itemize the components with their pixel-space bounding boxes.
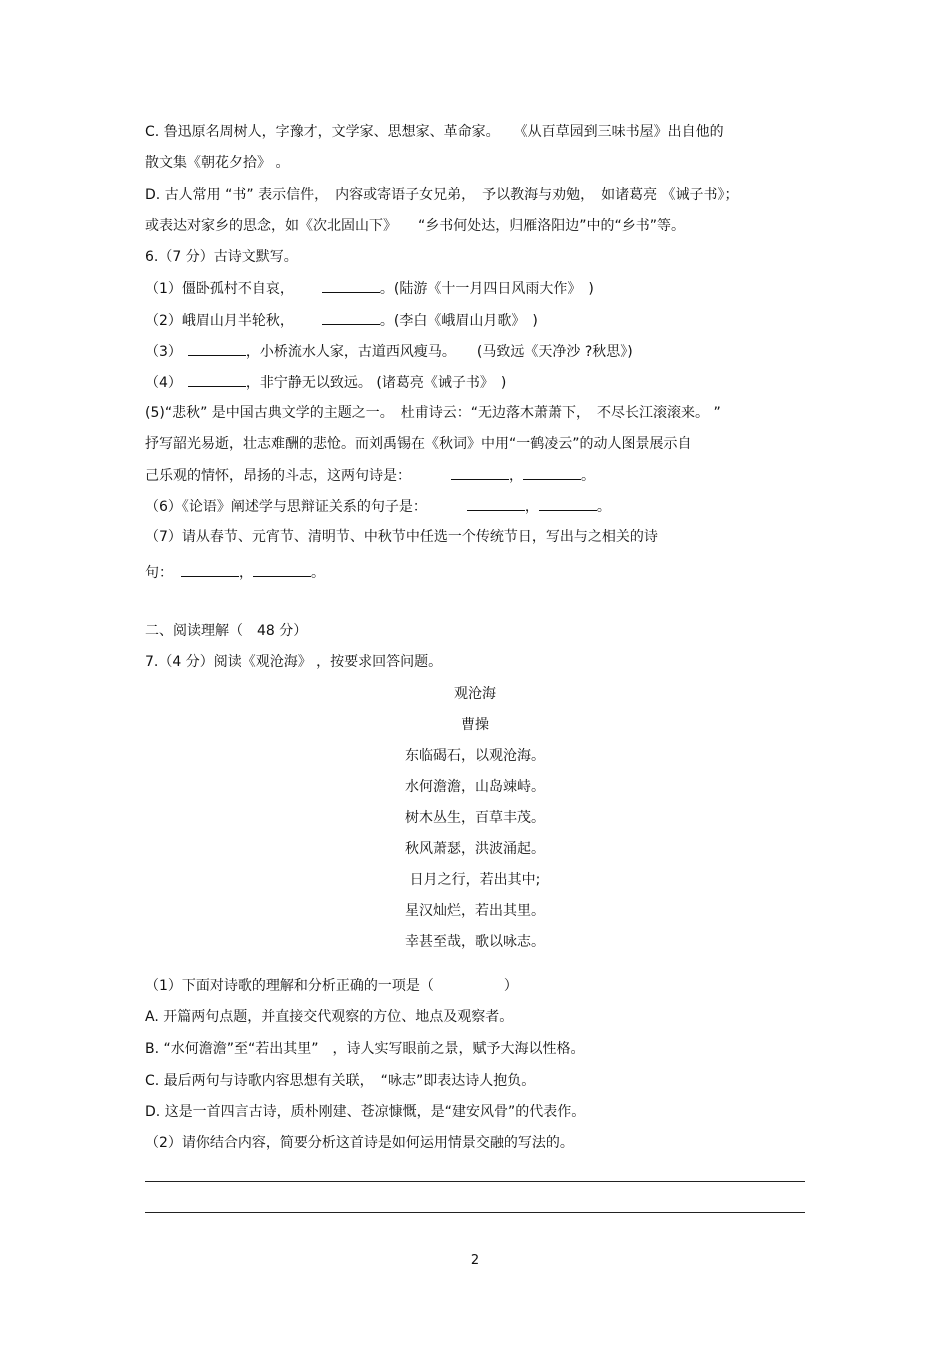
option-text: 古人常用 “书” 表示信件， 内容或寄语子女兄弟， 予以教海与劝勉， 如诸葛亮 《诫子书》；: [164, 187, 739, 203]
answer-line[interactable]: [145, 1212, 805, 1213]
q6-item-1: [145, 279, 594, 298]
option-text: 鲁迅原名周树人，字豫才，文学家、思想家、革命家。 《从百草园到三味书屋》出自他的: [163, 124, 724, 140]
q7-2-question: （2）请你结合内容，简要分析这首诗是如何运用情景交融的写法的。: [145, 1135, 574, 1151]
answer-blank[interactable]: [253, 563, 311, 577]
poem-line: 日月之行，若出其中;: [409, 872, 541, 888]
poem-line: 水何澹澹，山岛竦峙。: [405, 779, 545, 795]
answer-blank[interactable]: [188, 342, 246, 356]
item-prefix: （4）: [145, 375, 182, 391]
poem-line: 秋风萧瑟，洪波涌起。: [405, 841, 545, 857]
poem-line: 星汉灿烂，若出其里。: [405, 903, 545, 919]
q7-1-question: （1）下面对诗歌的理解和分析正确的一项是（ ）: [145, 978, 518, 994]
q6-item-5-line2: 抒写韶光易逝，壮志难酬的悲怆。而刘禹锡在《秋词》中用“一鹤凌云”的动人图景展示自: [145, 436, 692, 452]
answer-blank[interactable]: [188, 373, 246, 387]
period: 。: [596, 499, 611, 515]
item-prompt: （6）《论语》阐述学与思辩证关系的句子是：: [145, 499, 427, 515]
item-suffix: ，非宁静无以致远。 (诸葛亮《诫子书》 ): [245, 375, 507, 391]
answer-blank[interactable]: [539, 497, 597, 511]
option-letter: B.: [145, 1041, 160, 1057]
option-text: 这是一首四言古诗，质朴刚建、苍凉慷慨，是“建安风骨”的代表作。: [164, 1104, 586, 1120]
option-letter: A.: [145, 1009, 159, 1025]
answer-blank[interactable]: [523, 466, 581, 480]
q5-option-c-line1: [145, 123, 724, 141]
q6-title: 6.（7 分）古诗文默写。: [145, 249, 298, 265]
q6-item-2: [145, 311, 538, 330]
q5-option-d-line2: 或表达对家乡的思念，如《次北固山下》 “乡书何处达，归雁洛阳边”中的“乡书”等。: [145, 218, 686, 234]
item-suffix: ，小桥流水人家，古道西风瘦马。 (马致远《天净沙 ?秋思》): [245, 344, 633, 360]
q6-item-5-line1: (5)“悲秋” 是中国古典文学的主题之一。 杜甫诗云：“无边落木萧萧下， 不尽长江滚滚来。 ”: [145, 405, 721, 421]
q6-item-7-line1: （7）请从春节、元宵节、清明节、中秋节中任选一个传统节日，写出与之相关的诗: [145, 529, 658, 545]
answer-blank[interactable]: [467, 497, 525, 511]
q7-1-option-c[interactable]: [145, 1072, 535, 1090]
answer-blank[interactable]: [322, 311, 380, 325]
answer-blank[interactable]: [451, 466, 509, 480]
item-prompt: 己乐观的情怀，昂扬的斗志，这两句诗是：: [145, 468, 411, 484]
item-prompt: 句：: [145, 565, 173, 581]
q6-item-6: [145, 497, 611, 516]
poem-line: 树木丛生，百草丰茂。: [405, 810, 545, 826]
q7-1-option-d[interactable]: [145, 1103, 585, 1121]
option-letter: C.: [145, 1073, 160, 1089]
comma: ，: [524, 499, 539, 515]
answer-line[interactable]: [145, 1181, 805, 1182]
q7-1-option-a[interactable]: [145, 1008, 513, 1026]
q6-item-7-line2: [145, 563, 325, 582]
option-letter: C.: [145, 124, 160, 140]
option-letter: D.: [145, 187, 161, 203]
poem-title: 观沧海: [454, 686, 496, 702]
item-prefix: （3）: [145, 344, 182, 360]
q5-option-d-line1: [145, 186, 739, 204]
q7-1-option-b[interactable]: [145, 1040, 585, 1058]
poem-line: 幸甚至哉，歌以咏志。: [405, 934, 545, 950]
period: 。: [581, 468, 595, 484]
q5-option-c-line2: 散文集《朝花夕拾》 。: [145, 155, 290, 171]
item-suffix: 。(李白《峨眉山月歌》 ): [379, 313, 538, 329]
answer-blank[interactable]: [322, 279, 380, 293]
comma: ，: [239, 565, 253, 581]
section-heading: 二、阅读理解（ 48 分）: [145, 623, 308, 639]
option-text: “水何澹澹”至“若出其里” ，诗人实写眼前之景，赋予大海以性格。: [163, 1041, 585, 1057]
item-suffix: 。(陆游《十一月四日风雨大作》 ): [379, 281, 594, 297]
q7-title: 7.（4 分）阅读《观沧海》 ，按要求回答问题。: [145, 654, 443, 670]
item-prefix: （1）僵卧孤村不自哀，: [145, 281, 294, 297]
option-text: 开篇两句点题，并直接交代观察的方位、地点及观察者。: [163, 1009, 514, 1025]
poem-author: 曹操: [461, 717, 489, 733]
comma: ，: [509, 468, 523, 484]
option-letter: D.: [145, 1104, 161, 1120]
answer-blank[interactable]: [181, 563, 239, 577]
period: 。: [311, 565, 325, 581]
item-prefix: （2）峨眉山月半轮秋，: [145, 313, 294, 329]
q6-item-3: [145, 342, 633, 361]
page-number: 2: [470, 1253, 480, 1268]
option-text: 最后两句与诗歌内容思想有关联， “咏志”即表达诗人抱负。: [163, 1073, 536, 1089]
q6-item-5-line3: [145, 466, 595, 485]
poem-line: 东临碣石，以观沧海。: [405, 748, 545, 764]
q6-item-4: [145, 373, 506, 392]
